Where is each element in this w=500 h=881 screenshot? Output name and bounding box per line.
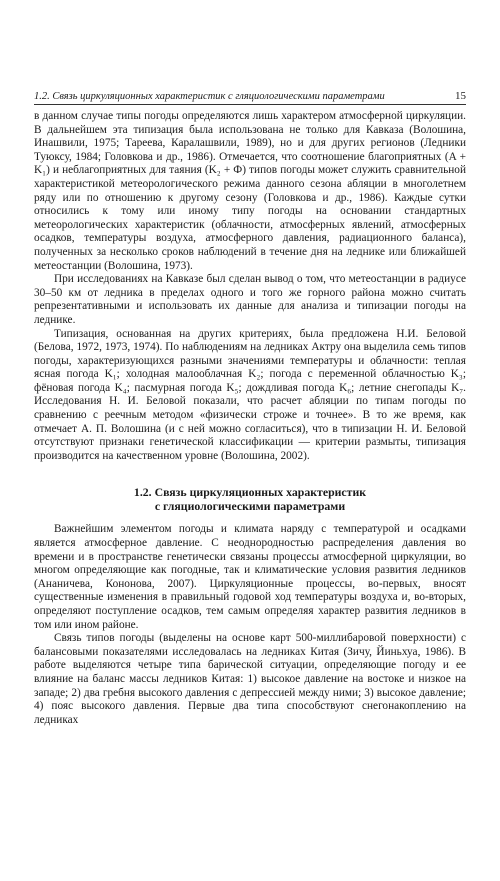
paragraph-continued: в данном случае типы погоды определяются лишь характером атмосферной циркуляции. В дальнейшем эта типизация была использована не только для Кавказа (Волошина, Инашвили, 1975; Тареева, Каралашвили, 1989), но и для других регионов (Ледники Туюксу, 1984; Головкова и др., 1986). Отмечается, что соотношение благоприятных (A + K₁) и неблагоприятных для таяния (K₂ + Ф) типов погоды может служить сравнительной характеристикой метеорологического режима данного сезона абляции в многолетнем ряду или по отношению к другому сезону (Головкова и др., 1986). Каждые сутки относились к тому или иному типу погоды на основании стандартных метеорологических характеристик (облачности, атмосферных явлений, атмосферных осадков, температуры воздуха, атмосферного давления, радиационного баланса), полученных за несколько сроков наблюдений в течение дня на леднике или ближайшей метеостанции (Волошина, 1973). [34, 110, 466, 272]
running-head [34, 88, 466, 102]
section-heading-line-1: 1.2. Связь циркуляционных характеристик [133, 485, 367, 500]
paragraph: Связь типов погоды (выделены на основе карт 500-миллибаровой поверхности) с балансовыми показателями исследовалась на ледниках Китая (Зичу, Йиньхуа, 1986). В работе выделяются четыре типа барической ситуации, определяющие погоду и ее влияние на баланс массы ледников Китая: 1) высокое давление на востоке и низкое на западе; 2) два гребня высокого давления с депрессией между ними; 3) высокое давление; 4) пояс высокого давления. Первые два типа способствуют снегонакоплению на ледниках [34, 632, 466, 726]
section-heading-line-2: с гляциологическими параметрами [154, 499, 346, 514]
section-heading [34, 485, 466, 513]
page-body [34, 110, 466, 727]
page-number: 15 [455, 90, 466, 102]
paragraph: Важнейшим элементом погоды и климата наряду с температурой и осадками является атмосферное давление. С неоднородностью распределения давления во времени и в пространстве генетически связаны процессы атмосферной циркуляции, во многом определяющие как погодные, так и климатические условия развития ледников (Ананичева, Кононова, 2007). Циркуляционные процессы, во-первых, вносят существенные изменения в правильный годовой ход температуры воздуха и, во-вторых, определяют поступление осадков, тем самым определяя характер развития ледников в том или ином районе. [34, 523, 466, 631]
running-title: 1.2. Связь циркуляционных характеристик с гляциологическими параметрами [34, 91, 385, 102]
header-rule [34, 104, 466, 105]
paragraph: Типизация, основанная на других критериях, была предложена Н.И. Беловой (Белова, 1972, 1973, 1974). По наблюдениям на ледниках Актру она выделила семь типов погоды, характеризующихся разными значениями температуры и облачности: теплая ясная погода K₁; холодная малооблачная K₂; погода с переменной облачностью K₃; фёновая погода K₄; пасмурная погода K₅; дождливая погода K₆; летние снегопады K₇. Исследования Н. И. Беловой показали, что расчет абляции по типам погоды по сравнению с реечным методом «физически строже и точнее». В то же время, как отмечает А. П. Волошина (и с ней можно согласиться), что в типизации Н. И. Беловой отсутствуют признаки генетической классификации — критерии размыты, типизация производится на качественном уровне (Волошина, 2002). [34, 327, 466, 462]
paragraph: При исследованиях на Кавказе был сделан вывод о том, что метеостанции в радиусе 30–50 км от ледника в пределах одного и того же горного района можно считать репрезентативными и использовать их данные для анализа и типизации погоды на леднике. [34, 273, 466, 326]
